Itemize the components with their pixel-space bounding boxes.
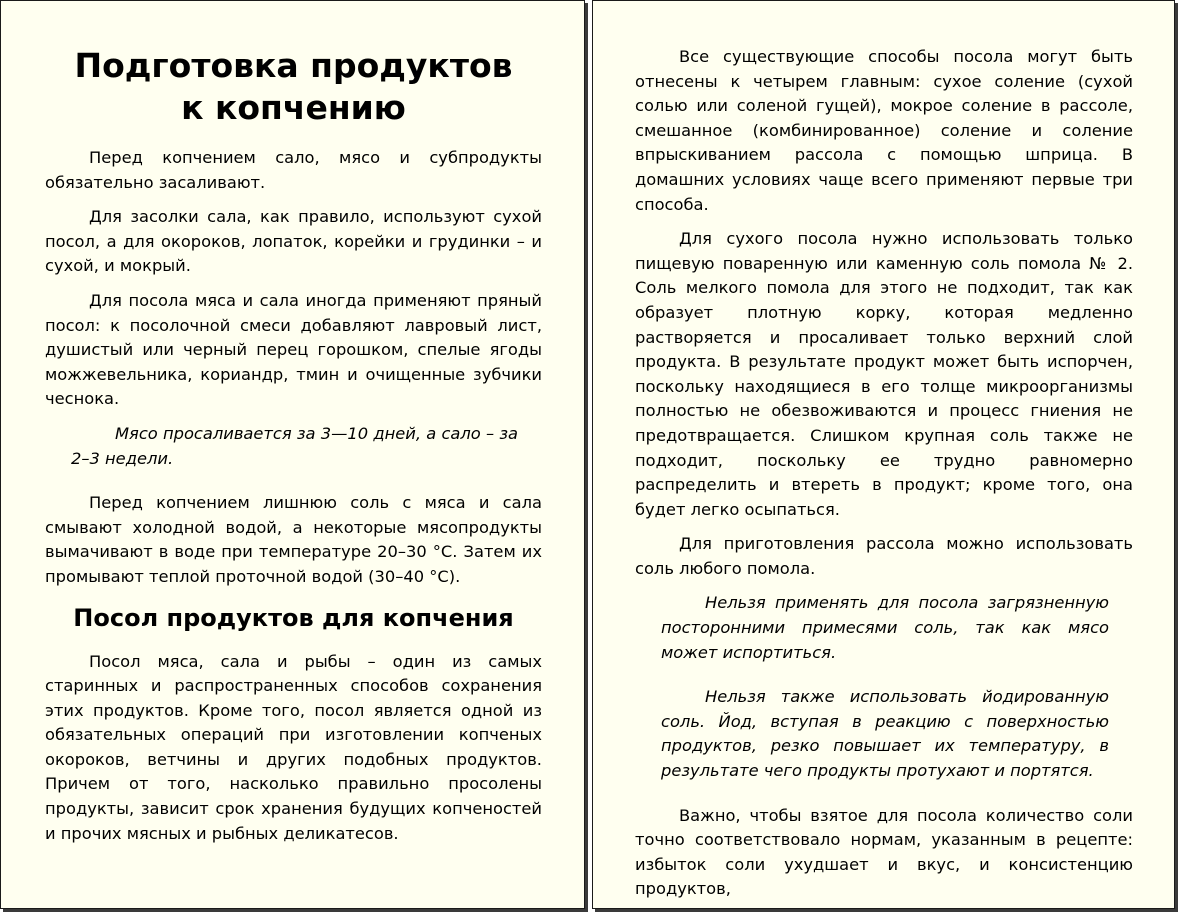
paragraph: Для приготовления рассола можно использовать соль любого помола. (635, 534, 1133, 578)
paragraph: Для сухого посола нужно использовать только пищевую поваренную или каменную соль помола № 2. Соль мелкого помола для этого не подходит, так как образует плотную корку, которая медленно растворяется и просаливает только верхний слой продукта. В результате продукт может быть испорчен, поскольку находящиеся в его толще микроорганизмы полностью не обезвоживаются и процесс гниения не предотвращается. Слишком крупная соль также не подходит, поскольку ее трудно равномерно распределить и втереть в продукт; кроме того, она будет легко осыпаться. (635, 229, 1133, 519)
section-heading: Посол продуктов для копчения (73, 603, 514, 632)
left-page (0, 0, 585, 909)
paragraph: Перед копчением лишнюю соль с мяса и сала смывают холодной водой, а некоторые мясопродукты вымачивают в воде при температуре 20–30 °C. Затем их промывают теплой проточной водой (30–40 °C). (45, 493, 542, 586)
paragraph: Важно, чтобы взятое для посола количество соли точно соответствовало нормам, указанным в рецепте: избыток соли ухудшает и вкус, и консистенцию продуктов, (635, 805, 1133, 899)
chapter-title-line-1: Подготовка продуктов (74, 46, 513, 85)
italic-note: Нельзя применять для посола загрязненную посторонними примесями соль, так как мясо может испортиться. (661, 593, 1109, 662)
italic-note: Мясо просаливается за 3—10 дней, а сало – за 2–3 недели. (71, 423, 518, 468)
left-page-content (45, 45, 542, 856)
paragraph: Для посола мяса и сала иногда применяют пряный посол: к посолочной смеси добавляют лавровый лист, душистый или черный перец горошком, спелые ягоды можжевельника, кориандр, тмин и очищенные зубчики чеснока. (45, 290, 542, 409)
chapter-title (45, 45, 542, 129)
right-page-content (635, 45, 1133, 909)
italic-note: Нельзя также использовать йодированную соль. Йод, вступая в реакцию с поверхностью продуктов, резко повышает их температуру, в результате чего продукты протухают и портятся. (661, 687, 1109, 781)
chapter-title-line-2: к копчению (181, 88, 406, 127)
right-page (592, 0, 1175, 909)
paragraph: Перед копчением сало, мясо и субпродукты обязательно засаливают. (45, 148, 542, 192)
paragraph: Все существующие способы посола могут быть отнесены к четырем главным: сухое соление (сухой солью или соленой гущей), мокрое соление в рассоле, смешанное (комбинированное) соление и соление впрыскиванием рассола с помощью шприца. В домашних условиях чаще всего применяют первые три способа. (635, 47, 1133, 214)
paragraph: Для засолки сала, как правило, используют сухой посол, а для окороков, лопаток, корейки и грудинки – и сухой, и мокрый. (45, 207, 542, 276)
paragraph: Посол мяса, сала и рыбы – один из самых старинных и распространенных способов сохранения этих продуктов. Кроме того, посол является одной из обязательных операций при изготовлении копченых окороков, ветчины и других подобных продуктов. Причем от того, насколько правильно просолены продукты, зависит срок хранения будущих копченостей и прочих мясных и рыбных деликатесов. (45, 651, 542, 843)
